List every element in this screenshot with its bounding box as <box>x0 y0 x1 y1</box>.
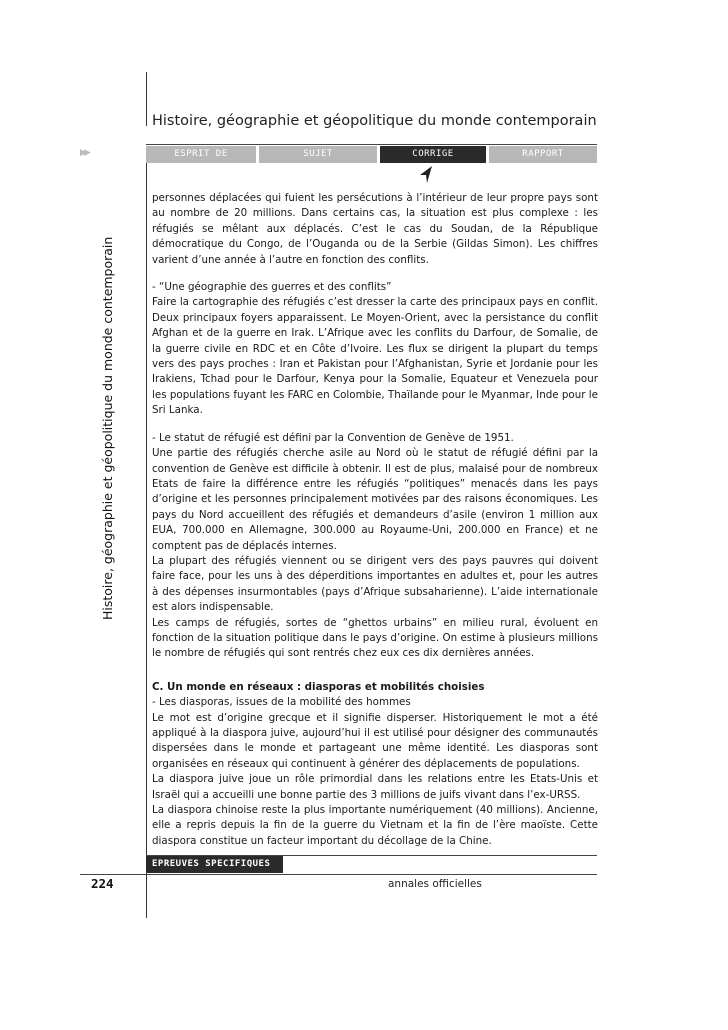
footer-rule-lower <box>80 874 597 875</box>
sidebar-vertical-title: Histoire, géographie et géopolitique du monde contemporain <box>100 236 115 620</box>
paragraph-diaspora-definition: Le mot est d’origine grecque et il signifie disperser. Historiquement le mot a été appliqué à la diaspora juive, aujourd’hui il est utilisé pour désigner des communautés dispersées dans le monde et partageant une même identité. Les diasporas sont organisées en réseaux qui continuent à générer des déplacements de populations. <box>152 711 598 770</box>
paragraph-conflict-mapping: Faire la cartographie des réfugiés c’est dresser la carte des principaux pays en conflit. Deux principaux foyers apparaissent. Le Moyen-Orient, avec la persistance du conflit Afghan et de la guerre en Irak. L’Afrique avec les conflits du Darfour, de Somalie, de la guerre civile en RDC et en Côte d’Ivoire. Les flux se dirigent la plupart du temps vers des pays proches : Iran et Pakistan pour l’Afghanistan, Syrie et Jordanie pour les Irakiens, Tchad pour le Darfour, Kenya pour la Somalie, Equateur et Venezuela pour les populations fuyant les FARC en Colombie, Thaïlande pour le Myanmar, Inde pour le Sri Lanka. <box>152 296 598 417</box>
footer-section-tab: EPREUVES SPECIFIQUES <box>146 856 283 873</box>
paragraph-jewish-diaspora: La diaspora juive joue un rôle primordial dans les relations entre les Etats-Unis et Israël qui a accueilli une bonne partie des 3 millions de juifs vivant dans l’ex-URSS. <box>152 773 598 801</box>
main-content <box>152 191 598 849</box>
tab-esprit-epreuve[interactable]: ESPRIT DE L’EPREUVE <box>146 146 256 163</box>
paragraph-displaced-persons: personnes déplacées qui fuient les persécutions à l’intérieur de leur propre pays sont au nombre de 20 millions. Dans certains cas, la situation est plus complexe : les réfugiés se mêlant aux déplacés. C’est le cas du Soudan, de la République démocratique du Congo, de l’Ouganda ou de la Serbie (Gildas Simon). Les chiffres varient d’une année à l’autre en fonction des conflits. <box>152 192 598 266</box>
tab-rapport[interactable]: RAPPORT <box>489 146 597 163</box>
margin-rule-top <box>146 72 147 126</box>
paragraph-chinese-diaspora: La diaspora chinoise reste la plus importante numériquement (40 millions). Ancienne, elle a repris depuis la fin de la guerre du Vietnam et la fin de l’ère maoïste. Cette diaspora constitue un facteur important du décollage de la Chine. <box>152 804 598 847</box>
page-number: 224 <box>91 876 114 891</box>
paragraph-poor-countries: La plupart des réfugiés viennent ou se dirigent vers des pays pauvres qui doivent faire face, pour les uns à des déperditions importantes en adultes et, pour les autres à des dépenses insurmontables (pays d’Afrique subsaharienne). L’aide internationale est alors indispensable. <box>152 554 598 614</box>
subheading-diasporas: - Les diasporas, issues de la mobilité des hommes <box>152 696 411 709</box>
paragraph-refugee-camps: Les camps de réfugiés, sortes de “ghettos urbains” en milieu rural, évoluent en fonction de la situation politique dans le pays d’origine. On estime à plusieurs millions le nombre de réfugiés qui sont rentrés chez eux ces dix dernières années. <box>152 616 598 660</box>
margin-rule-main <box>146 146 147 918</box>
cursor-arrow-icon <box>418 165 434 185</box>
nav-arrows-icon: ▶▶ <box>80 148 88 158</box>
publication-label: annales officielles <box>388 878 482 890</box>
tab-corrige[interactable]: CORRIGE <box>380 146 486 163</box>
page-header-title: Histoire, géographie et géopolitique du monde contemporain <box>152 113 597 129</box>
section-tabbar <box>146 146 597 176</box>
subheading-geography-of-wars: - “Une géographie des guerres et des conflits” <box>152 281 392 294</box>
subheading-refugee-status: - Le statut de réfugié est défini par la Convention de Genève de 1951. <box>152 431 514 444</box>
section-c-heading: C. Un monde en réseaux : diasporas et mobilités choisies <box>152 680 485 693</box>
paragraph-asylum-north: Une partie des réfugiés cherche asile au Nord où le statut de réfugié défini par la convention de Genève est difficile à obtenir. Il est de plus, malaisé pour de nombreux Etats de faire la différence entre les réfugiés “politiques” menacés dans les pays d’origine et les personnes principalement motivées par des raisons économiques. Les pays du Nord accueillent des réfugiés et demandeurs d’asile (environ 1 million aux EUA, 700.000 en Allemagne, 300.000 au Royaume-Uni, 200.000 en France) et ne comptent pas de déplacés internes. <box>152 447 598 552</box>
tab-sujet[interactable]: SUJET <box>259 146 377 163</box>
header-rule <box>146 144 597 145</box>
